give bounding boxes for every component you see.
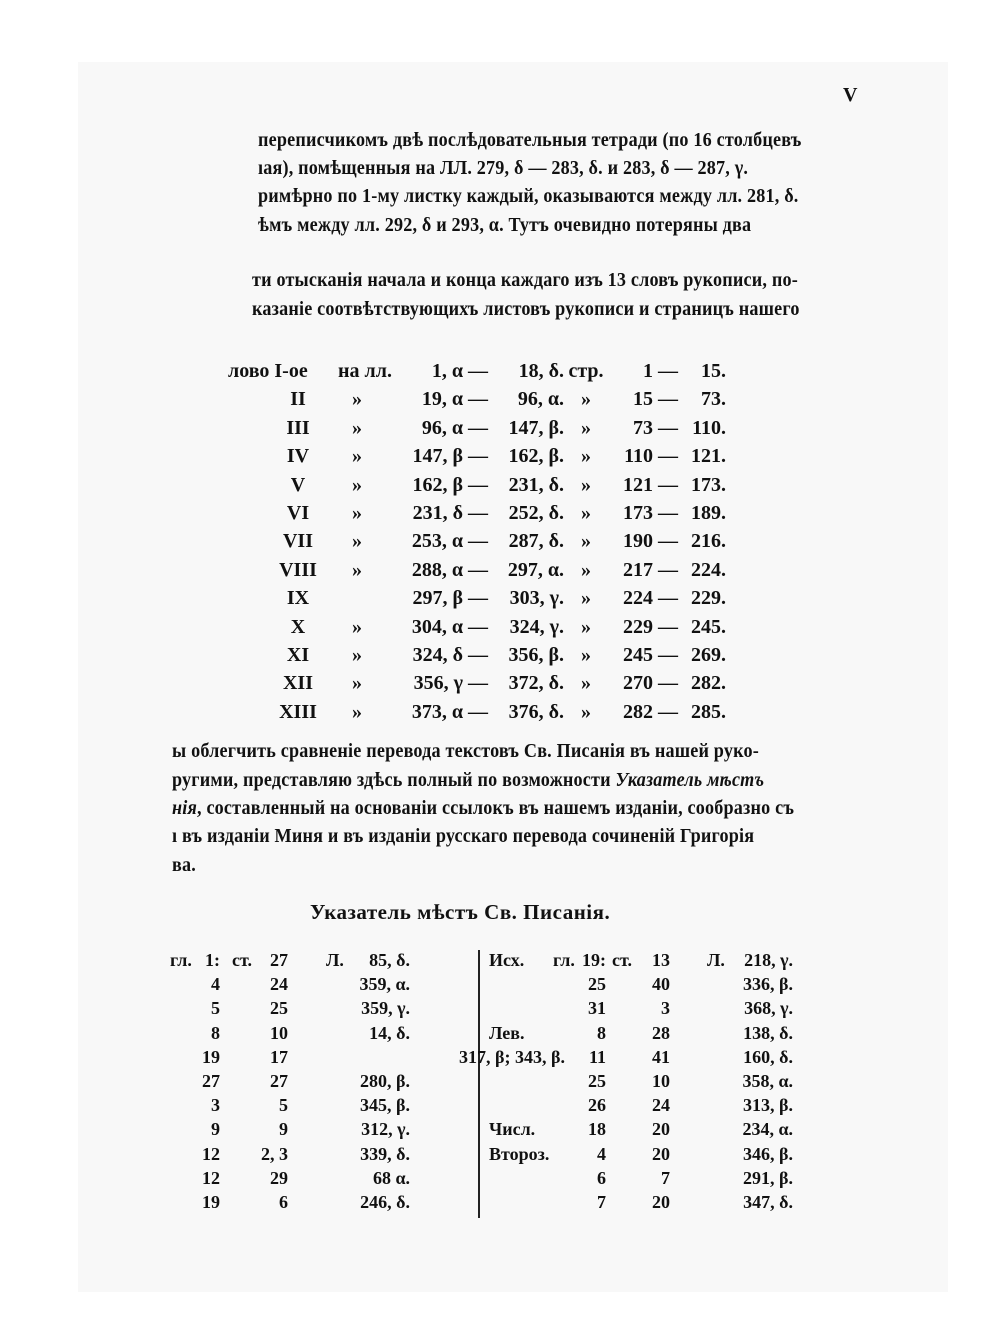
chapter: 7	[597, 1192, 606, 1212]
italic-title: нія	[172, 798, 198, 819]
leaf-to: 376, δ.	[508, 700, 564, 723]
page-from: 217 —	[623, 558, 678, 581]
index-row	[0, 1071, 1000, 1095]
leaf-ref: 358, α.	[742, 1071, 793, 1091]
leaf-ref: 68 α.	[372, 1167, 410, 1188]
book-name: Лев.	[489, 1022, 525, 1043]
leaf-from: 19, α —	[421, 388, 488, 411]
leaf-mark: на лл.	[338, 360, 392, 382]
verse: 3	[661, 998, 670, 1019]
verse: 40	[652, 974, 670, 995]
page-mark: »	[581, 445, 591, 468]
leaf-ref: 368, γ.	[744, 998, 793, 1019]
page-to: 173.	[691, 473, 726, 496]
leaf-ref: 280, β.	[360, 1071, 410, 1091]
chapter: 8	[211, 1022, 220, 1043]
leaf-ref: 246, δ.	[360, 1192, 410, 1212]
verse: 7	[661, 1167, 670, 1188]
table-row	[0, 530, 1000, 558]
verse: 6	[279, 1192, 288, 1212]
verse-abbr: ст.	[232, 950, 252, 970]
leaf-from: 147, β —	[412, 445, 488, 468]
index-row	[0, 1095, 1000, 1119]
verse: 20	[652, 1192, 670, 1212]
page-to: 269.	[691, 644, 726, 666]
leaf-ref: 234, α.	[742, 1119, 793, 1140]
word-label: V	[290, 473, 306, 496]
text-line	[172, 770, 764, 792]
italic-title: Указатель мѣстъ	[615, 770, 765, 791]
verse: 20	[652, 1119, 670, 1140]
chapter: 19	[202, 1192, 220, 1212]
word-label: XII	[282, 672, 313, 695]
leaf-ref: 359, γ.	[361, 998, 410, 1019]
leaf-from: 356, γ —	[413, 672, 488, 695]
index-row	[0, 1119, 1000, 1143]
verse: 24	[652, 1095, 670, 1116]
leaf-ref: 346, β.	[743, 1143, 793, 1164]
leaf-to: 356, β.	[508, 644, 564, 666]
text-line: переписчикомъ двѣ послѣдовательныя тетради (по 16 столбцевъ	[258, 130, 802, 151]
table-row	[0, 559, 1000, 587]
page-to: 15.	[701, 360, 726, 382]
leaf-mark: »	[352, 672, 362, 695]
leaf-ref: 14, δ.	[369, 1022, 410, 1043]
word-label: III	[286, 416, 310, 439]
table-row	[0, 672, 1000, 700]
page-from: 15 —	[633, 388, 678, 411]
leaf-ref: 291, β.	[743, 1167, 793, 1188]
word-label: IX	[286, 587, 310, 610]
leaf-abbr: Л.	[326, 950, 344, 970]
index-row	[0, 998, 1000, 1022]
page-mark: »	[581, 530, 591, 553]
chapter: 26	[588, 1095, 606, 1116]
text-line: казаніе соотвѣтствующихъ листовъ рукописи и страницъ нашего	[252, 299, 800, 320]
leaf-from: 288, α —	[411, 558, 488, 581]
text-line: ти отысканія начала и конца каждаго изъ 13 словъ рукописи, по-	[252, 270, 798, 291]
leaf-to: 231, δ.	[508, 473, 564, 496]
book-name: Исх.	[489, 950, 525, 970]
leaf-from: 253, α —	[411, 530, 488, 553]
leaf-ref: 218, γ.	[744, 950, 793, 970]
verse: 9	[279, 1119, 288, 1140]
page-from: 190 —	[623, 530, 678, 553]
leaf-ref: 359, α.	[359, 974, 410, 995]
leaf-ref: 317, β; 343, β.	[459, 1046, 565, 1067]
leaf-ref: 312, γ.	[361, 1119, 410, 1140]
page-from: 73 —	[633, 416, 678, 439]
page-to: 121.	[691, 445, 726, 468]
table-row	[0, 360, 1000, 388]
page-mark: »	[581, 416, 591, 439]
leaf-to: 96, α.	[517, 388, 564, 411]
page-to: 224.	[691, 558, 726, 581]
page-from: 282 —	[623, 700, 678, 723]
leaf-from: 373, α —	[411, 700, 488, 723]
leaf-ref: 138, δ.	[743, 1022, 793, 1043]
book-name: Числ.	[489, 1119, 536, 1140]
index-row	[0, 1023, 1000, 1047]
verse: 27	[270, 950, 288, 970]
chapter: 3	[211, 1095, 220, 1116]
page-number: V	[843, 84, 858, 106]
page-from: 110 —	[624, 445, 678, 468]
verse: 10	[270, 1022, 288, 1043]
word-label: XIII	[279, 700, 317, 723]
leaf-ref: 160, δ.	[743, 1046, 793, 1067]
table-row	[0, 445, 1000, 473]
leaf-to: 287, δ.	[508, 530, 564, 553]
leaf-mark: »	[352, 615, 362, 638]
verse: 5	[279, 1095, 288, 1116]
leaf-ref: 313, β.	[743, 1095, 793, 1116]
leaf-ref: 85, δ.	[369, 950, 410, 970]
page-from: 270 —	[623, 672, 678, 695]
leaf-mark: »	[352, 416, 362, 439]
leaf-ref: 339, δ.	[360, 1143, 410, 1164]
verse: 13	[652, 950, 670, 970]
leaf-to: 18, δ.	[518, 360, 564, 382]
text-line: ва.	[172, 855, 196, 876]
page-from: 121 —	[623, 473, 678, 496]
page-mark: »	[581, 615, 591, 638]
verse: 10	[652, 1071, 670, 1091]
page-from: 245 —	[623, 644, 678, 666]
chapter: 4	[597, 1143, 606, 1164]
leaf-mark: »	[352, 700, 362, 723]
verse-abbr: ст.	[612, 950, 632, 970]
text-line	[172, 798, 794, 820]
table-row	[0, 701, 1000, 729]
word-label: X	[290, 615, 306, 638]
table-row	[0, 644, 1000, 672]
table-row	[0, 388, 1000, 416]
leaf-from: 1, α —	[431, 360, 488, 382]
text-line: ı въ изданіи Миня и въ изданіи русскаго перевода сочиненій Григорія	[172, 826, 755, 847]
index-row	[0, 1047, 1000, 1071]
text-line: ѣмъ между лл. 292, δ и 293, α. Тутъ очевидно потеряны два	[258, 215, 752, 236]
leaf-to: 372, δ.	[508, 672, 564, 695]
verse: 20	[652, 1143, 670, 1164]
page-mark: »	[581, 644, 591, 666]
chapter: 27	[202, 1071, 220, 1091]
page-to: 189.	[691, 502, 726, 524]
table-row	[0, 417, 1000, 445]
verse: 24	[270, 974, 288, 995]
chapter: 25	[588, 974, 606, 995]
chapter-abbr: гл.	[170, 950, 192, 970]
chapter: 18	[588, 1119, 606, 1140]
word-label: лово I-ое	[228, 360, 308, 382]
leaf-to: 297, α.	[507, 558, 564, 581]
chapter: 1:	[205, 950, 220, 970]
text-span: , составленный на основаніи ссылокъ въ нашемъ изданіи, сообразно съ	[197, 798, 795, 819]
page-mark: »	[581, 473, 591, 496]
chapter-abbr: гл.	[553, 950, 575, 970]
page-mark: »	[581, 388, 591, 411]
index-row	[0, 1168, 1000, 1192]
text-line: ıая), помѣщенныя на ЛЛ. 279, δ — 283, δ. и 283, δ — 287, γ.	[258, 158, 749, 179]
chapter: 4	[211, 974, 220, 995]
leaf-mark: »	[352, 530, 362, 553]
chapter: 9	[211, 1119, 220, 1140]
table-row	[0, 616, 1000, 644]
page-mark: стр.	[568, 360, 604, 382]
word-label: XI	[286, 644, 310, 666]
page-mark: »	[581, 587, 591, 610]
page-from: 224 —	[623, 587, 678, 610]
page-from: 229 —	[623, 615, 678, 638]
index-row	[0, 974, 1000, 998]
table-row	[0, 502, 1000, 530]
page-to: 110.	[692, 416, 726, 439]
index-row	[0, 1192, 1000, 1216]
leaf-ref: 336, β.	[743, 974, 793, 995]
text-span: ругими, представляю здѣсь полный по возможности	[172, 770, 616, 791]
word-label: IV	[286, 445, 310, 468]
chapter: 31	[588, 998, 606, 1019]
leaf-to: 324, γ.	[509, 615, 564, 638]
chapter: 5	[211, 998, 220, 1019]
leaf-mark: »	[352, 473, 362, 496]
index-row	[0, 1144, 1000, 1168]
chapter: 25	[588, 1071, 606, 1091]
index-title: Указатель мѣстъ Св. Писанія.	[310, 900, 611, 924]
leaf-from: 162, β —	[412, 473, 488, 496]
chapter: 12	[202, 1143, 220, 1164]
table-row	[0, 474, 1000, 502]
leaf-from: 297, β —	[412, 587, 488, 610]
page-mark: »	[581, 672, 591, 695]
verse: 29	[270, 1167, 288, 1188]
page-mark: »	[581, 502, 591, 524]
verse: 25	[270, 998, 288, 1019]
chapter: 19:	[582, 950, 606, 970]
leaf-from: 324, δ —	[412, 644, 488, 666]
chapter: 11	[588, 1046, 606, 1067]
leaf-to: 252, δ.	[508, 502, 564, 524]
verse: 17	[270, 1046, 288, 1067]
leaf-from: 304, α —	[411, 615, 488, 638]
leaf-to: 303, γ.	[509, 587, 564, 610]
word-label: VI	[286, 502, 310, 524]
leaf-mark: »	[352, 558, 362, 581]
page-mark: »	[581, 700, 591, 723]
leaf-mark: »	[352, 644, 362, 666]
page-to: 73.	[701, 388, 726, 411]
text-line: римѣрно по 1-му листку каждый, оказываются между лл. 281, δ.	[258, 186, 799, 207]
leaf-mark: »	[352, 502, 362, 524]
leaf-to: 162, β.	[508, 445, 564, 468]
book-name: Второз.	[489, 1143, 550, 1164]
leaf-mark: »	[352, 388, 362, 411]
verse: 41	[652, 1046, 670, 1067]
page-mark: »	[581, 558, 591, 581]
leaf-mark: »	[352, 445, 362, 468]
chapter: 8	[597, 1022, 606, 1043]
chapter: 6	[597, 1167, 606, 1188]
word-label: VIII	[279, 558, 317, 581]
page-to: 216.	[691, 530, 726, 553]
verse: 2, 3	[261, 1143, 288, 1164]
verse: 28	[652, 1022, 670, 1043]
leaf-ref: 345, β.	[360, 1095, 410, 1116]
page-to: 285.	[691, 700, 726, 723]
leaf-from: 231, δ —	[412, 502, 488, 524]
word-label: VII	[282, 530, 313, 553]
leaf-abbr: Л.	[707, 950, 725, 970]
page-from: 1 —	[643, 360, 678, 382]
verse: 27	[270, 1071, 288, 1091]
page-to: 245.	[691, 615, 726, 638]
page-to: 229.	[691, 587, 726, 610]
page-from: 173 —	[623, 502, 678, 524]
leaf-from: 96, α —	[421, 416, 488, 439]
chapter: 19	[202, 1046, 220, 1067]
leaf-to: 147, β.	[508, 416, 564, 439]
text-line: ы облегчить сравненіе перевода текстовъ Св. Писанія въ нашей руко-	[172, 741, 759, 762]
table-row	[0, 587, 1000, 615]
leaf-ref: 347, δ.	[743, 1192, 793, 1212]
index-row	[0, 950, 1000, 974]
page-to: 282.	[691, 672, 726, 695]
chapter: 12	[202, 1167, 220, 1188]
word-label: II	[290, 388, 306, 411]
